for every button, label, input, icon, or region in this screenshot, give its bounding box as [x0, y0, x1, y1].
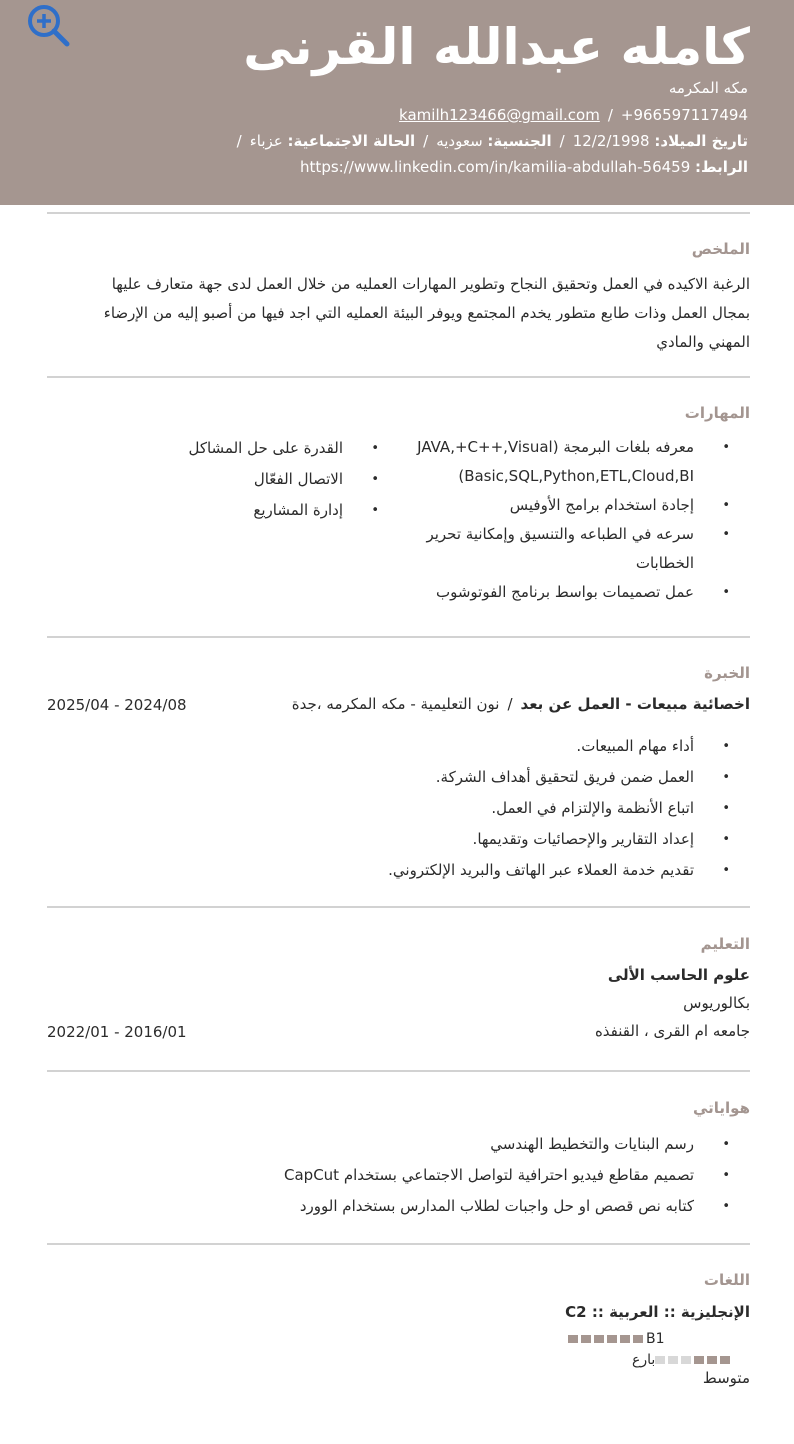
level-square	[581, 1335, 591, 1343]
experience-list	[94, 731, 694, 886]
summary-line: المهني والمادي	[656, 333, 750, 351]
separator: /	[559, 132, 565, 150]
dob-label: تاريخ الميلاد:	[654, 132, 748, 150]
hobbies-list	[94, 1129, 694, 1222]
summary-line: بمجال العمل وذات طابع متطور يخدم المجتمع ويوفر البيئة العمليه التي اجد فيها من أصبو إليه من الإرضاء	[103, 304, 750, 322]
skills-title: المهارات	[684, 404, 750, 422]
separator: /	[236, 132, 242, 150]
degree-level: بكالوريوس	[683, 994, 750, 1012]
level-square	[568, 1335, 578, 1343]
level-square	[694, 1356, 704, 1364]
nationality: سعوديه	[436, 132, 483, 150]
hobbies-title: هواياتي	[692, 1099, 750, 1117]
skill-item: • إجادة استخدام برامج الأوفيس	[354, 491, 694, 520]
level-square	[633, 1335, 643, 1343]
english-level-squares	[655, 1349, 733, 1368]
degree: علوم الحاسب الألى	[607, 966, 750, 984]
separator: /	[423, 132, 429, 150]
zoom-in-icon[interactable]	[24, 1, 70, 47]
marital-label: الحالة الاجتماعية:	[287, 132, 416, 150]
skill-item: • الاتصال الفعّال	[93, 464, 343, 495]
duty-item: • العمل ضمن فريق لتحقيق أهداف الشركة.	[94, 762, 694, 793]
skill-item: • سرعه في الطباعه والتنسيق وإمكانية تحرير الخطابات	[354, 520, 694, 578]
separator: /	[607, 106, 613, 124]
skill-item: • القدرة على حل المشاكل	[93, 433, 343, 464]
level-square	[681, 1356, 691, 1364]
duty-item: • تقديم خدمة العملاء عبر الهاتف والبريد الإلكتروني.	[94, 855, 694, 886]
languages-title: اللغات	[703, 1271, 750, 1289]
duty-item: • أداء مهام المبيعات.	[94, 731, 694, 762]
arabic-level-word: بارع	[632, 1352, 656, 1368]
marital-status: عزباء	[249, 132, 283, 150]
arabic-level-squares	[568, 1328, 646, 1347]
level-square	[720, 1356, 730, 1364]
skill-item: • معرفه بلغات البرمجة (JAVA,+C++,Visual Basic,SQL,Python,ETL,Cloud,BI)	[354, 433, 694, 491]
email-link[interactable]: kamilh123466@gmail.com	[399, 106, 600, 124]
education-dates: 2022/01 - 2016/01	[47, 1023, 187, 1041]
phone: +966597117494	[620, 106, 748, 124]
skills-column-2	[93, 433, 343, 526]
job-role: اخصائية مبيعات - العمل عن بعد	[520, 695, 750, 713]
experience-dates: 2025/04 - 2024/08	[47, 696, 187, 714]
level-square	[655, 1356, 665, 1364]
separator: /	[507, 695, 513, 713]
linkedin-link[interactable]: https://www.linkedin.com/in/kamilia-abdullah-56459	[300, 158, 691, 176]
skill-item: • إدارة المشاريع	[93, 495, 343, 526]
english-level-word: متوسط	[702, 1369, 750, 1387]
level-square	[594, 1335, 604, 1343]
summary-body	[30, 270, 750, 357]
duty-item: • اتباع الأنظمة والإلتزام في العمل.	[94, 793, 694, 824]
duty-item: • إعداد التقارير والإحصائيات وتقديمها.	[94, 824, 694, 855]
school: جامعه ام القرى ، القنفذه	[594, 1022, 750, 1040]
dob: 12/2/1998	[572, 132, 650, 150]
divider	[47, 1243, 750, 1245]
personal-info-line	[229, 130, 748, 152]
education-title: التعليم	[700, 935, 750, 953]
experience-header	[292, 695, 750, 713]
hobby-item: • رسم البنايات والتخطيط الهندسي	[94, 1129, 694, 1160]
arabic-level-code: B1	[646, 1331, 665, 1347]
level-square	[668, 1356, 678, 1364]
languages-line: الإنجليزية :: العربية :: C2	[565, 1303, 750, 1321]
nationality-label: الجنسية:	[487, 132, 552, 150]
level-square	[620, 1335, 630, 1343]
english-level-row	[632, 1348, 733, 1370]
skill-item: • عمل تصميمات بواسط برنامج الفوتوشوب	[354, 578, 694, 607]
candidate-name: كامله عبدالله القرنى	[243, 18, 750, 76]
hobby-item: • كتابه نص قصص او حل واجبات لطلاب المدارس بستخدام الوورد	[94, 1191, 694, 1222]
link-label: الرابط:	[695, 158, 748, 176]
link-line	[300, 156, 748, 178]
hobby-item: • تصميم مقاطع فيديو احترافية لتواصل الاجتماعي بستخدام CapCut	[94, 1160, 694, 1191]
divider	[47, 212, 750, 214]
header-banner	[0, 0, 794, 205]
level-square	[707, 1356, 717, 1364]
divider	[47, 376, 750, 378]
divider	[47, 636, 750, 638]
experience-title: الخبرة	[704, 664, 750, 682]
level-square	[607, 1335, 617, 1343]
summary-line: الرغبة الاكيده في العمل وتحقيق النجاح وتطوير المهارات العمليه من خلال العمل لدى جهة متعارف عليها	[111, 275, 750, 293]
contact-line	[399, 104, 748, 126]
city: مكه المكرمه	[668, 79, 748, 97]
divider	[47, 1070, 750, 1072]
skills-column-1	[354, 433, 694, 607]
company: نون التعليمية - مكه المكرمه ،جدة	[291, 695, 500, 713]
divider	[47, 906, 750, 908]
summary-title: الملخص	[691, 240, 750, 258]
arabic-level-row	[568, 1328, 665, 1348]
